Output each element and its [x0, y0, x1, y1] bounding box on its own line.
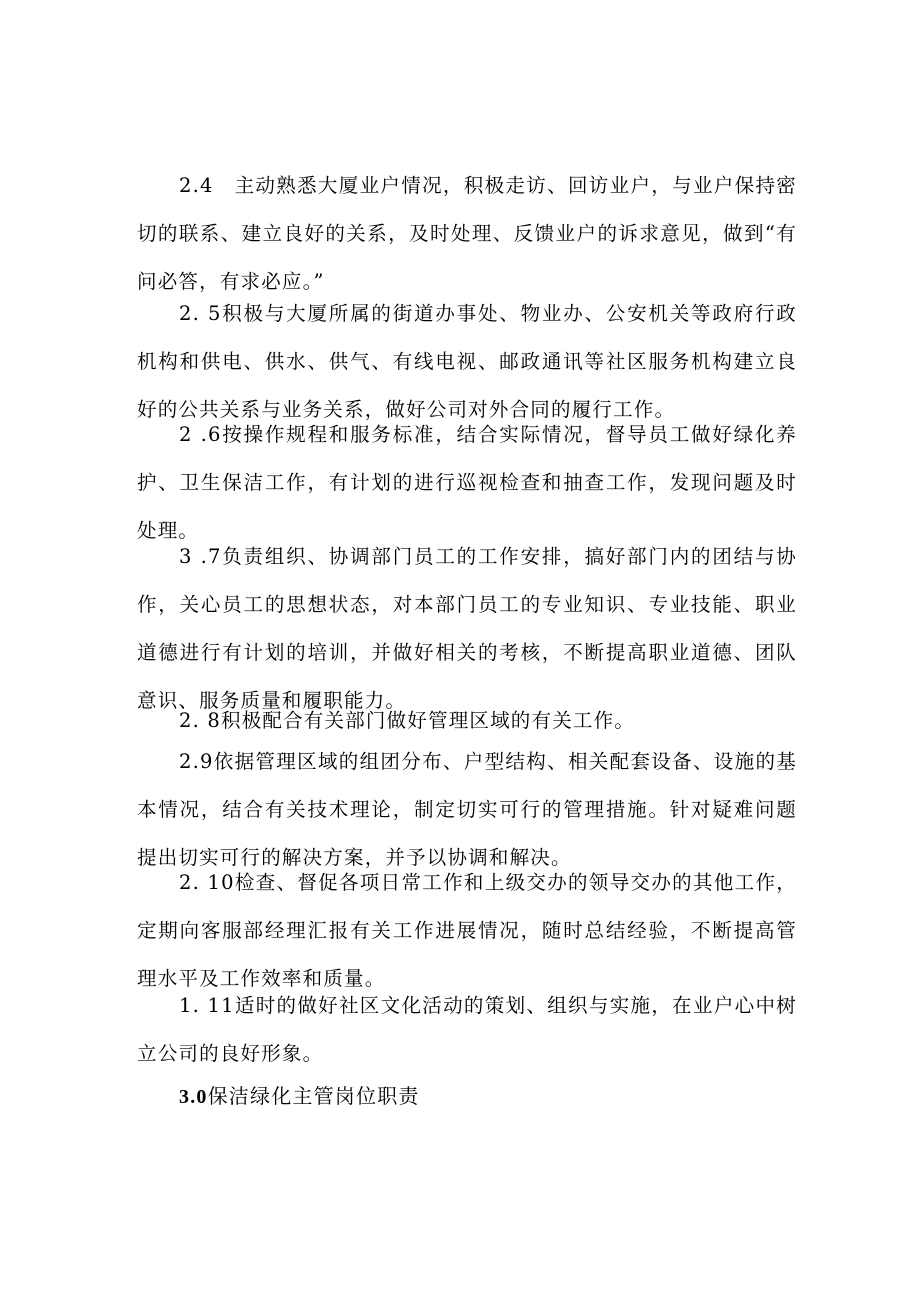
paragraph-3-7: 3 .7负责组织、协调部门员工的工作安排，搞好部门内的团结与协作，关心员工的思想状态，对本部门员工的专业知识、专业技能、职业道德进行有计划的培训，并做好相关的考核，不断提高职业道德、团队意识、服务质量和履职能力。	[137, 545, 797, 712]
paragraph-2-9: 2.9依据管理区域的组团分布、户型结构、相关配套设备、设施的基本情况，结合有关技术理论，制定切实可行的管理措施。针对疑难问题提出切实可行的解决方案，并予以协调和解决。	[137, 750, 797, 869]
paragraph-2-10: 2. 10检查、督促各项日常工作和上级交办的领导交办的其他工作，定期向客服部经理汇报有关工作进展情况，随时总结经验，不断提高管理水平及工作效率和质量。	[137, 871, 797, 990]
section-heading-number: 3.0	[179, 1086, 208, 1108]
paragraph-1-11: 1. 11适时的做好社区文化活动的策划、组织与实施，在业户心中树立公司的良好形象。	[137, 994, 797, 1065]
paragraph-2-6: 2 .6按操作规程和服务标准，结合实际情况，督导员工做好绿化养护、卫生保洁工作，有计划的进行巡视检查和抽查工作，发现问题及时处理。	[137, 423, 797, 542]
paragraph-2-5: 2. 5积极与大厦所属的街道办事处、物业办、公安机关等政府行政机构和供电、供水、供气、有线电视、邮政通讯等社区服务机构建立良好的公共关系与业务关系，做好公司对外合同的履行工作。	[137, 302, 797, 421]
paragraph-2-4: 2.4 主动熟悉大厦业户情况，积极走访、回访业户，与业户保持密切的联系、建立良好的关系，及时处理、反馈业户的诉求意见，做到“有问必答，有求必应。”	[137, 174, 797, 293]
section-heading-title: 保洁绿化主管岗位职责	[207, 1084, 420, 1108]
paragraph-2-8: 2. 8积极配合有关部门做好管理区域的有关工作。	[179, 709, 636, 732]
section-heading	[137, 1072, 797, 1121]
